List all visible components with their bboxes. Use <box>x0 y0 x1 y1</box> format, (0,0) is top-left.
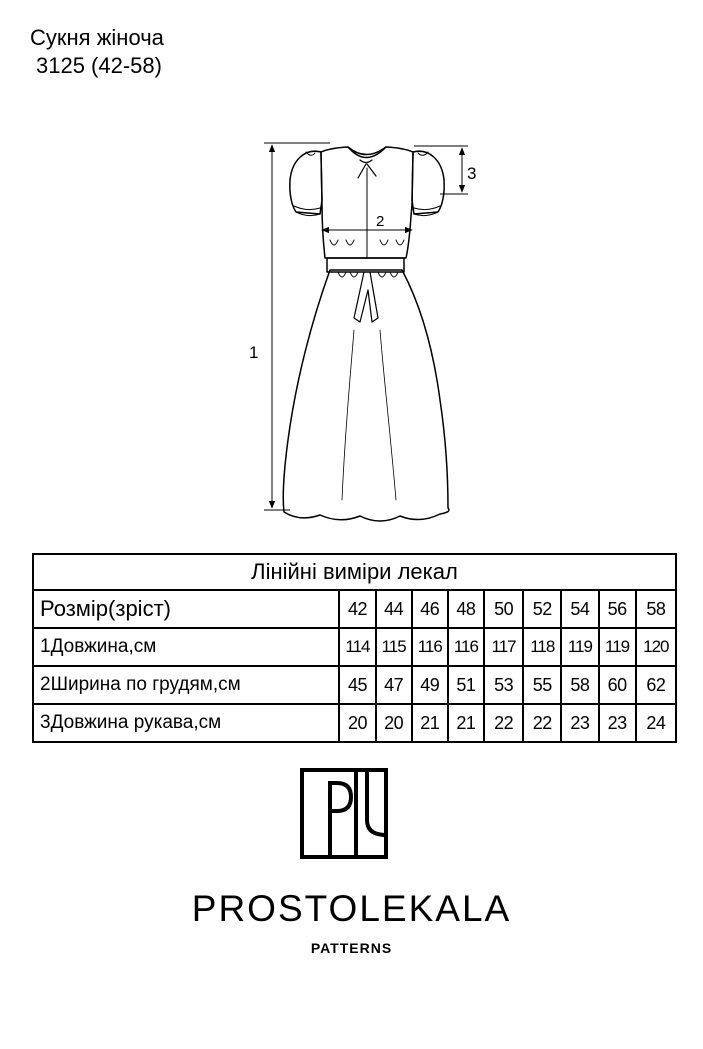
brand-logo <box>302 770 386 857</box>
value-cell: 24 <box>636 704 676 742</box>
value-cell: 116 <box>448 628 484 666</box>
value-cell: 119 <box>599 628 636 666</box>
left-sleeve <box>290 151 322 214</box>
right-sleeve <box>412 151 444 214</box>
table-row-sleeve <box>33 704 676 742</box>
value-cell: 22 <box>484 704 523 742</box>
marker-3: 3 <box>467 164 477 183</box>
size-cell: 58 <box>636 590 676 628</box>
size-cell: 42 <box>339 590 375 628</box>
value-cell: 45 <box>339 666 375 704</box>
size-cell: 50 <box>484 590 523 628</box>
value-cell: 51 <box>448 666 484 704</box>
table-row-length <box>33 628 676 666</box>
brand-name: PROSTOLEKALA <box>191 888 512 929</box>
value-cell: 58 <box>561 666 598 704</box>
size-cell: 56 <box>599 590 636 628</box>
value-cell: 114 <box>339 628 375 666</box>
value-cell: 60 <box>599 666 636 704</box>
belt-tie <box>354 272 378 322</box>
value-cell: 119 <box>561 628 598 666</box>
marker-1: 1 <box>249 343 259 362</box>
size-cell: 46 <box>412 590 448 628</box>
size-cell: 44 <box>376 590 412 628</box>
title-line-1: Сукня жіноча <box>30 25 164 50</box>
size-cell: 54 <box>561 590 598 628</box>
value-cell: 55 <box>523 666 561 704</box>
marker-2: 2 <box>376 213 385 230</box>
brand-subtitle: PATTERNS <box>310 940 393 956</box>
size-label: Розмір(зріст) <box>33 590 339 628</box>
row-label: 1Довжина,см <box>33 628 339 666</box>
value-cell: 116 <box>412 628 448 666</box>
row-label: 2Ширина по грудям,см <box>33 666 339 704</box>
table-title: Лінійні виміри лекал <box>33 554 676 590</box>
value-cell: 62 <box>636 666 676 704</box>
measurements-table <box>32 553 677 743</box>
row-label: 3Довжина рукава,см <box>33 704 339 742</box>
size-cell: 48 <box>448 590 484 628</box>
value-cell: 49 <box>412 666 448 704</box>
value-cell: 20 <box>339 704 375 742</box>
value-cell: 115 <box>376 628 412 666</box>
value-cell: 20 <box>376 704 412 742</box>
value-cell: 23 <box>561 704 598 742</box>
value-cell: 53 <box>484 666 523 704</box>
table-row-bust <box>33 666 676 704</box>
value-cell: 21 <box>448 704 484 742</box>
value-cell: 21 <box>412 704 448 742</box>
value-cell: 23 <box>599 704 636 742</box>
table-row-sizes <box>33 590 676 628</box>
value-cell: 47 <box>376 666 412 704</box>
title-line-2: 3125 (42-58) <box>36 53 162 78</box>
value-cell: 120 <box>636 628 676 666</box>
value-cell: 117 <box>484 628 523 666</box>
value-cell: 22 <box>523 704 561 742</box>
size-cell: 52 <box>523 590 561 628</box>
dress-skirt <box>283 270 449 521</box>
value-cell: 118 <box>523 628 561 666</box>
